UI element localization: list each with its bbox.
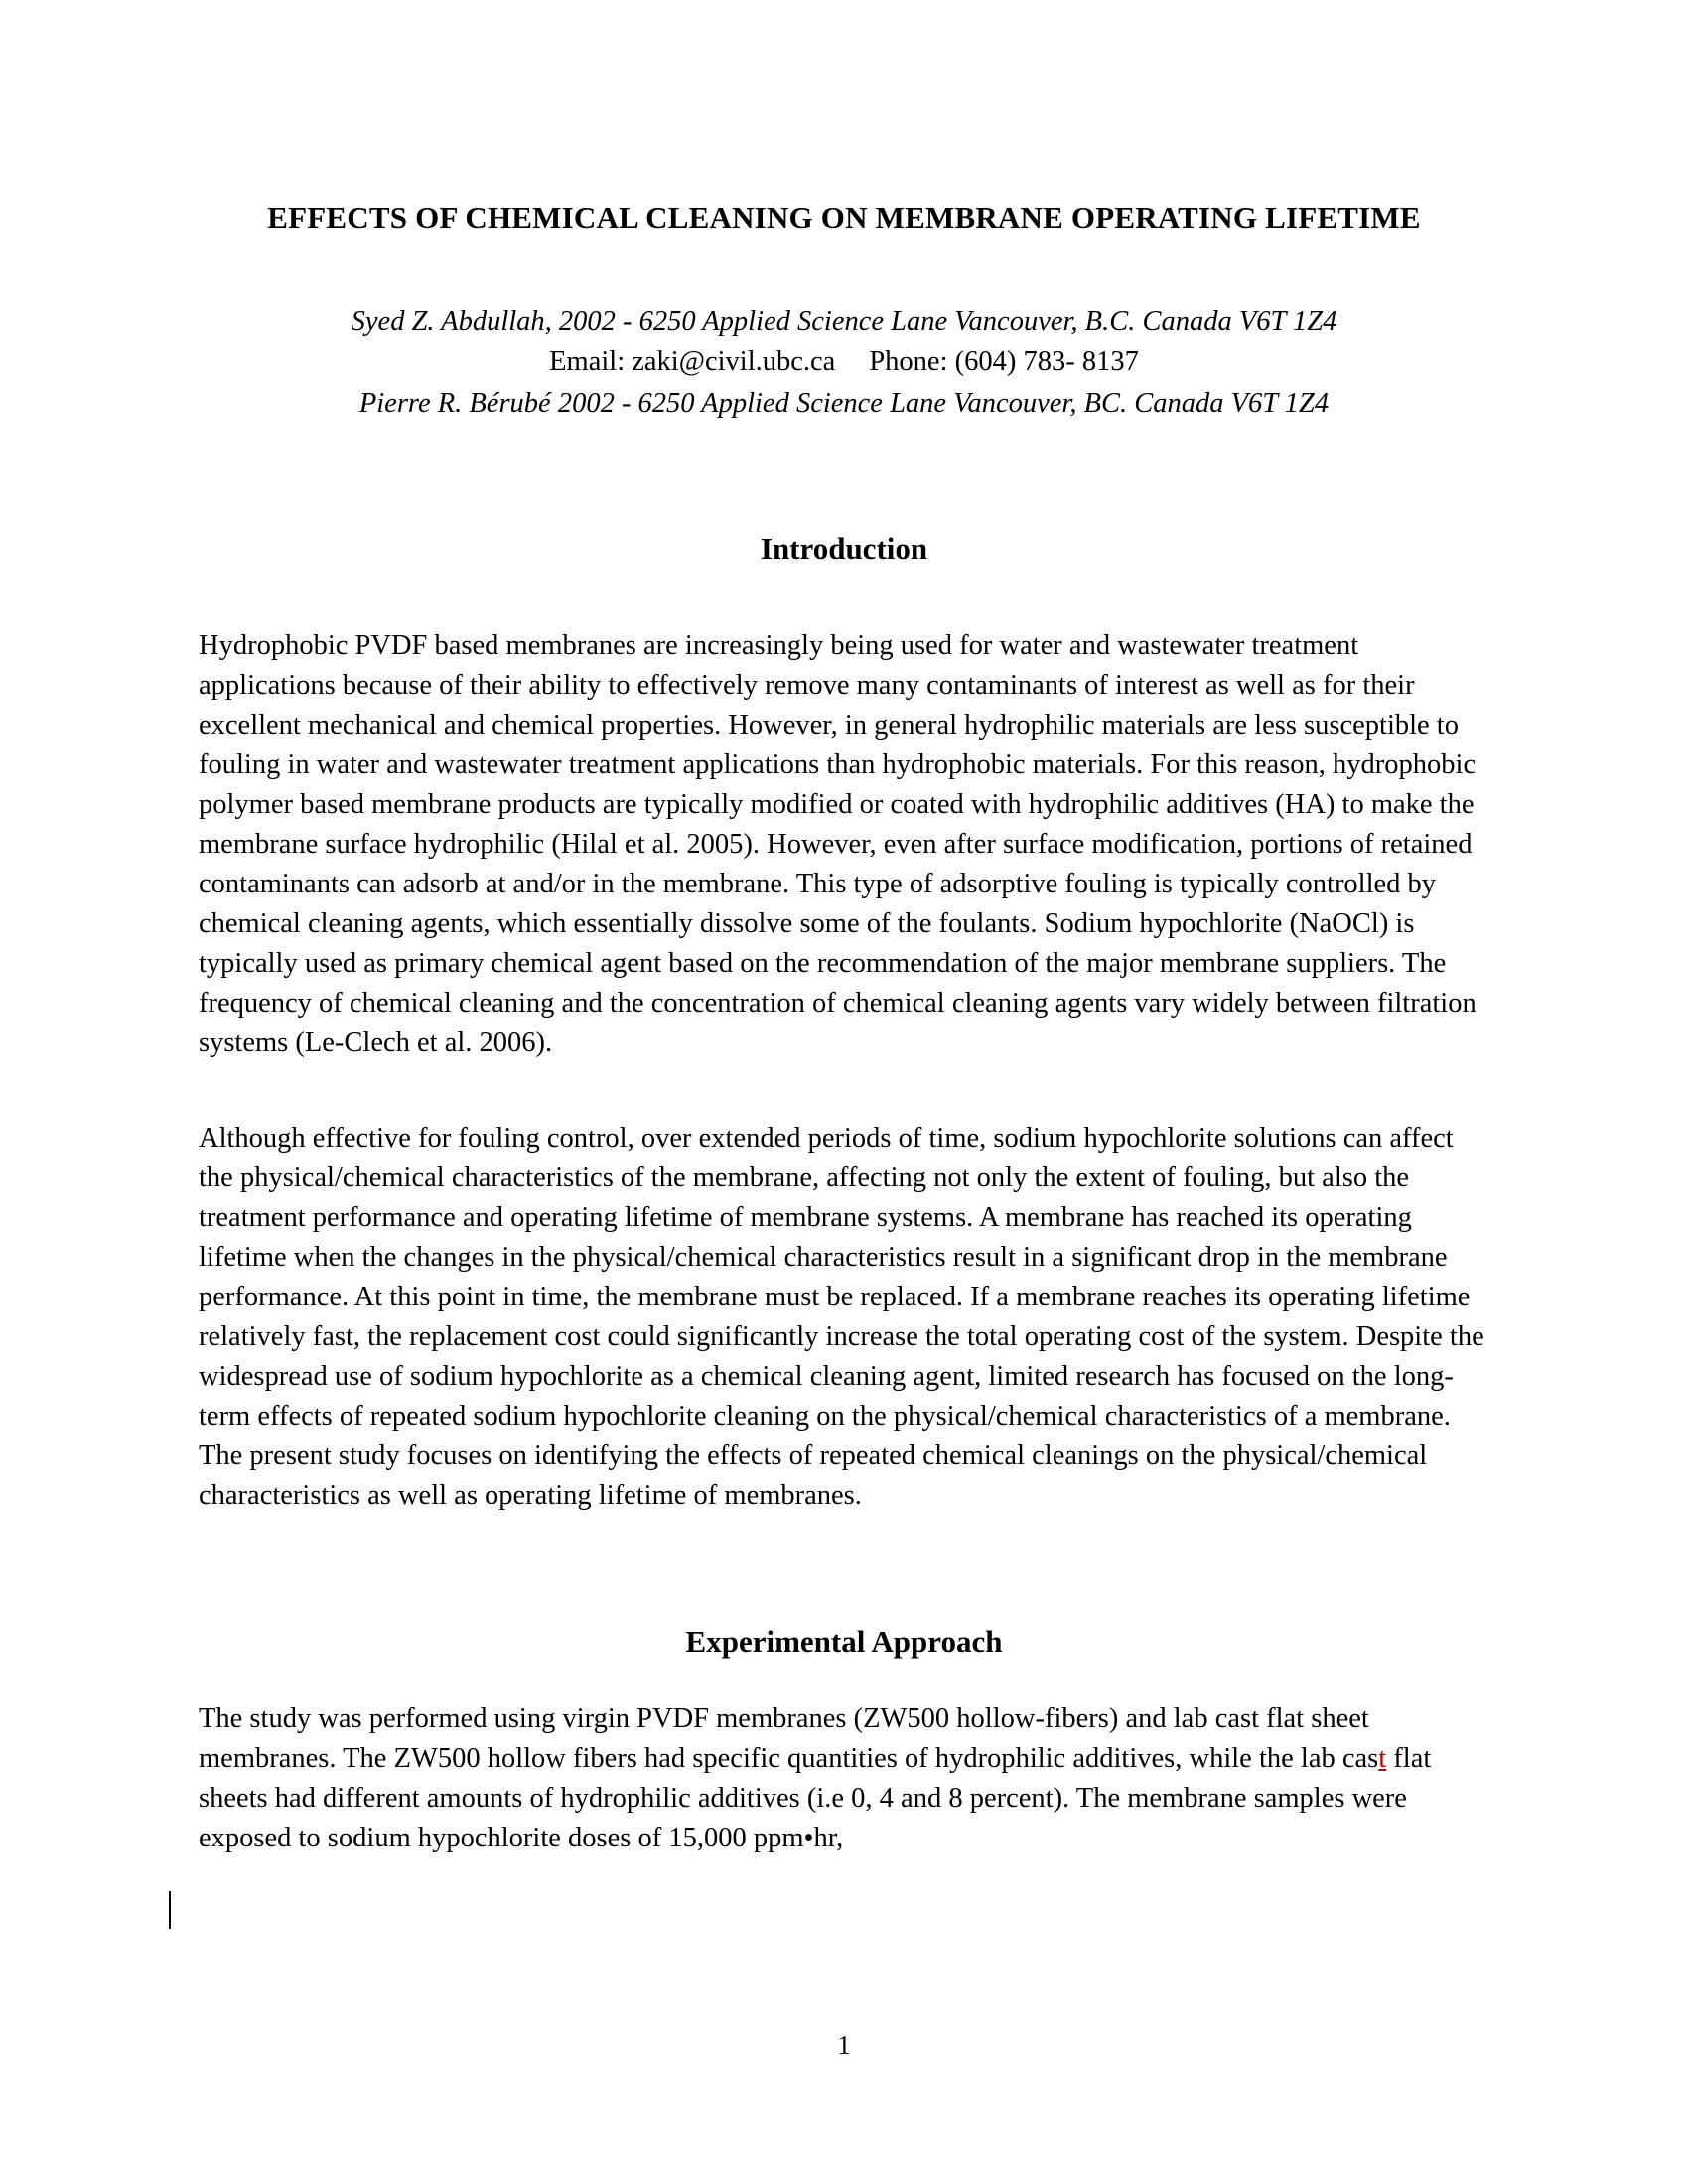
author-email: Email: zaki@civil.ubc.ca — [549, 346, 836, 378]
introduction-paragraph-1: Hydrophobic PVDF based membranes are increasingly being used for water and wastewater treatment applications because of their ability to effectively remove many contaminants of interest as well as for their excellent mechanical and chemical properties. However, in general hydrophilic materials are less susceptible to fouling in water and wastewater treatment applications than hydrophobic materials. For this reason, hydrophobic polymer based membrane products are typically modified or coated with hydrophilic additives (HA) to make the membrane surface hydrophilic (Hilal et al. 2005). However, even after surface modification, portions of retained contaminants can adsorb at and/or in the membrane. This type of adsorptive fouling is typically controlled by chemical cleaning agents, which essentially dissolve some of the foulants. Sodium hypochlorite (NaOCl) is typically used as primary chemical agent based on the recommendation of the major membrane suppliers. The frequency of chemical cleaning and the concentration of chemical cleaning agents vary widely between filtration systems (Le-Clech et al. 2006). — [199, 629, 1477, 1059]
section-heading-experimental-approach: Experimental Approach — [685, 1623, 1003, 1659]
page-title: EFFECTS OF CHEMICAL CLEANING ON MEMBRANE OPERATING LIFETIME — [267, 201, 1421, 235]
page-content — [199, 0, 1489, 1858]
tracked-change-insertion: t — [1378, 1742, 1387, 1774]
author-phone: Phone: (604) 783- 8137 — [869, 346, 1139, 378]
page-number: 1 — [837, 2030, 851, 2060]
experimental-approach-paragraph-1 — [199, 1700, 1489, 1858]
introduction-paragraph-2: Although effective for fouling control, over extended periods of time, sodium hypochlorite solutions can affect the physical/chemical characteristics of the membrane, affecting not only the extent of fouling, but also the treatment performance and operating lifetime of membrane systems. A membrane has reached its operating lifetime when the changes in the physical/chemical characteristics result in a significant drop in the membrane performance. At this point in time, the membrane must be replaced. If a membrane reaches its operating lifetime relatively fast, the replacement cost could significantly increase the total operating cost of the system. Despite the widespread use of sodium hypochlorite as a chemical cleaning agent, limited research has focused on the long-term effects of repeated sodium hypochlorite cleaning on the physical/chemical characteristics of a membrane. The present study focuses on identifying the effects of repeated chemical cleanings on the physical/chemical characteristics as well as operating lifetime of membranes. — [199, 1123, 1484, 1512]
change-bar-marker — [169, 1891, 171, 1929]
author-affiliation-line-2: Pierre R. Bérubé 2002 - 6250 Applied Science Lane Vancouver, BC. Canada V6T 1Z4 — [358, 387, 1330, 419]
author-block — [199, 301, 1489, 424]
author-affiliation-line-1: Syed Z. Abdullah, 2002 - 6250 Applied Science Lane Vancouver, B.C. Canada V6T 1Z4 — [351, 305, 1337, 337]
section-heading-introduction: Introduction — [760, 530, 928, 566]
author-contact-line — [199, 341, 1489, 382]
paragraph-text-after-edit: flat sheets had different amounts of hydrophilic additives (i.e 0, 4 and 8 percent). The membrane samples were exposed to sodium hypochlorite doses of 15,000 ppm•hr, — [199, 1742, 1432, 1853]
paragraph-text-before-edit: The study was performed using virgin PVDF membranes (ZW500 hollow-fibers) and lab cast flat sheet membranes. The ZW500 hollow fibers had specific quantities of hydrophilic additives, while the lab cas — [199, 1703, 1379, 1774]
